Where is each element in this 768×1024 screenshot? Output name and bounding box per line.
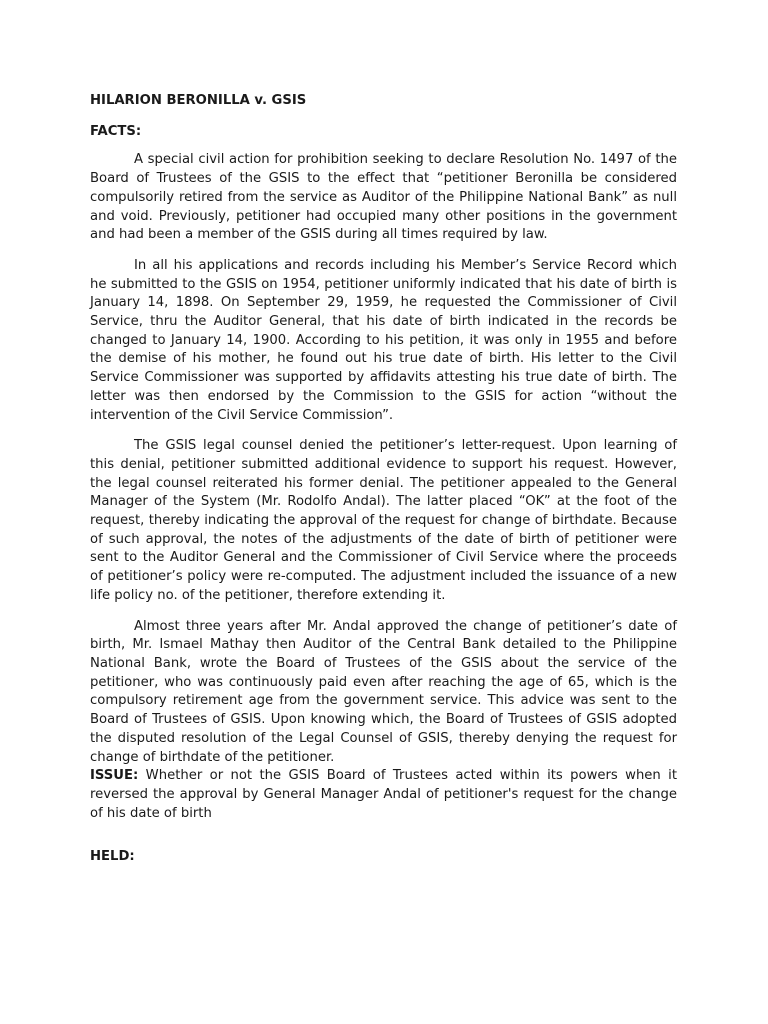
case-title: HILARION BERONILLA v. GSIS: [90, 93, 307, 108]
issue-text: Whether or not the GSIS Board of Trustees acted within its powers when it reversed the approval by General Manager Andal of petitioner's request for the change of his date of birth: [90, 768, 677, 821]
facts-paragraph-2: In all his applications and records including his Member’s Service Record which he submitted to the GSIS on 1954, petitioner uniformly indicated that his date of birth is January 14, 1898. On September 29, 1959, he requested the Commissioner of Civil Service, thru the Auditor General, that his date of birth indicated in the records be changed to January 14, 1900. According to his petition, it was only in 1955 and before the demise of his mother, he found out his true date of birth. His letter to the Civil Service Commissioner was supported by affidavits attesting his true date of birth. The letter was then endorsed by the Commission to the GSIS for action “without the intervention of the Civil Service Commission”.: [90, 257, 677, 423]
issue-section: [90, 767, 677, 823]
facts-heading: FACTS:: [90, 123, 142, 139]
facts-paragraph-1: A special civil action for prohibition seeking to declare Resolution No. 1497 of the Board of Trustees of the GSIS to the effect that “petitioner Beronilla be considered compulsorily retired from the service as Auditor of the Philippine National Bank” as null and void. Previously, petitioner had occupied many other positions in the government and had been a member of the GSIS during all times required by law.: [90, 152, 677, 243]
facts-paragraph-3: The GSIS legal counsel denied the petitioner’s letter-request. Upon learning of this denial, petitioner submitted additional evidence to support his request. However, the legal counsel reiterated his former denial. The petitioner appealed to the General Manager of the System (Mr. Rodolfo Andal). The latter placed “OK” at the foot of the request, thereby indicating the approval of the request for change of birthdate. Because of such approval, the notes of the adjustments of the date of birth of petitioner were sent to the Auditor General and the Commissioner of Civil Service where the proceeds of petitioner’s policy were re-computed. The adjustment included the issuance of a new life policy no. of the petitioner, therefore extending it.: [90, 438, 677, 603]
issue-label: ISSUE:: [90, 768, 139, 784]
document-page: [90, 92, 677, 867]
facts-paragraph-4: Almost three years after Mr. Andal approved the change of petitioner’s date of birth, Mr. Ismael Mathay then Auditor of the Central Bank detailed to the Philippine National Bank, wrote the Board of Trustees of the GSIS about the service of the petitioner, who was continuously paid even after reaching the age of 65, which is the compulsory retirement age from the government service. This advice was sent to the Board of Trustees of GSIS. Upon knowing which, the Board of Trustees of GSIS adopted the disputed resolution of the Legal Counsel of GSIS, thereby denying the request for change of birthdate of the petitioner.: [90, 618, 677, 765]
held-heading: HELD:: [90, 849, 135, 865]
